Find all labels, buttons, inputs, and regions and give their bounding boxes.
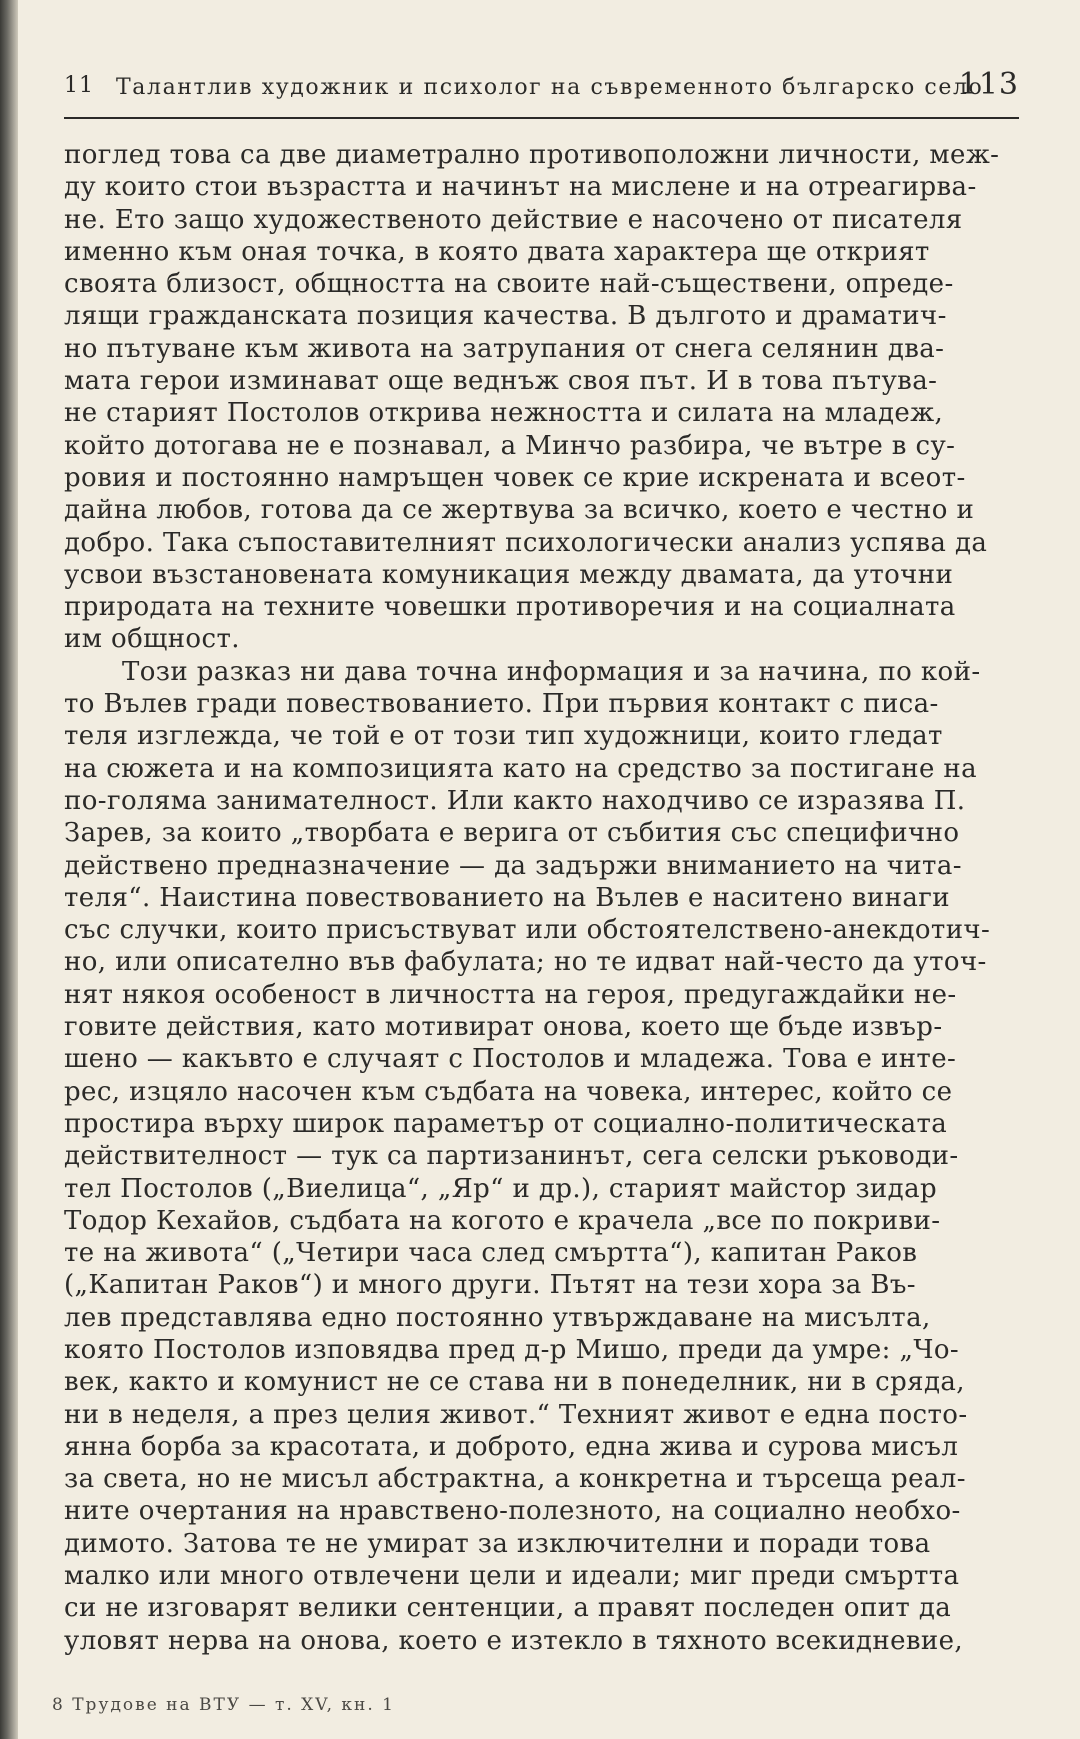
text-line: век, както и комунист не се става ни в понеделник, ни в сряда, [64, 1367, 965, 1398]
text-line: мата герои изминават още веднъж своя път. И в това пътува- [64, 366, 938, 397]
running-head-title: Талантлив художник и психолог на съвременното българско село [116, 75, 984, 100]
text-line: на сюжета и на композицията като на средство за постигане на [64, 753, 978, 784]
text-line: дайна любов, готова да се жертвува за всичко, което е честно и [64, 495, 975, 526]
text-line: не. Ето защо художественото действие е насочено от писателя [64, 204, 963, 235]
text-line: тел Постолов („Виелица“, „Яр“ и др.), старият майстор зидар [64, 1173, 938, 1204]
text-line: лящи гражданската позиция качества. В дългото и драматич- [64, 301, 947, 332]
running-head [64, 65, 1019, 119]
text-line: който дотогава не е познавал, а Минчо разбира, че вътре в су- [64, 430, 956, 461]
text-line: ни в неделя, а през целия живот.“ Техният живот е една посто- [64, 1399, 968, 1430]
text-line: своята близост, общността на своите най-съществени, опреде- [64, 269, 954, 300]
text-line: действено предназначение — да задържи вниманието на чита- [64, 850, 962, 881]
text-line: поглед това са две диаметрално противоположни личности, меж- [64, 140, 1000, 170]
text-line: със случки, които присъствуват или обстоятелствено-анекдотич- [64, 915, 991, 946]
text-line: Тодор Кехайов, съдбата на когото е крачела „все по покриви- [64, 1205, 941, 1236]
book-binding-shadow [0, 0, 18, 1739]
text-line: добро. Така съпоставителният психологически анализ успява да [64, 527, 988, 558]
text-line: действителност — тук са партизанинът, сега селски ръководи- [64, 1141, 959, 1172]
text-line: Зарев, за които „творбата е верига от събития със специфично [64, 818, 960, 849]
text-line: природата на техните човешки противоречия и на социалната [64, 592, 956, 623]
text-line: уловят нерва на онова, което е изтекло в тяхното всекидневие, [64, 1625, 964, 1656]
text-line: усвои възстановената комуникация между двамата, да уточни [64, 559, 954, 590]
text-line: димото. Затова те не умират за изключителни и поради това [64, 1528, 931, 1559]
chapter-number: 11 [64, 73, 94, 98]
paragraph-first-line: Този разказ ни дава точна информация и за начина, по кой- [122, 656, 981, 687]
text-line: не старият Постолов открива нежността и силата на младеж, [64, 398, 944, 429]
text-line: шено — какъвто е случаят с Постолов и младежа. Това е инте- [64, 1044, 957, 1075]
text-line: но, или описателно във фабулата; но те идват най-често да уточ- [64, 947, 987, 978]
text-line: теля“. Наистина повествованието на Вълев е наситено винаги [64, 882, 950, 913]
text-line: говите действия, като мотивират онова, което ще бъде извър- [64, 1012, 943, 1043]
text-line: за света, но не мисъл абстрактна, а конкретна и търсеща реал- [64, 1464, 966, 1495]
text-line: малко или много отвлечени цели и идеали; миг преди смъртта [64, 1561, 960, 1592]
text-line: по-голяма занимателност. Или както находчиво се изразява П. [64, 785, 966, 816]
text-line: янна борба за красотата, и доброто, една жива и сурова мисъл [64, 1431, 959, 1462]
text-line: рес, изцяло насочен към съдбата на човека, интерес, който се [64, 1076, 953, 1107]
text-line: лев представлява едно постоянно утвърждаване на мисълта, [64, 1302, 931, 1333]
text-line: теля изглежда, че той е от този тип художници, които гледат [64, 721, 943, 752]
text-line: именно към оная точка, в която двата характера ще открият [64, 236, 930, 267]
page-number: 113 [958, 67, 1019, 102]
text-line: ровия и постоянно намръщен човек се крие искрената и всеот- [64, 462, 966, 493]
signature-footer: 8 Трудове на ВТУ — т. XV, кн. 1 [52, 1695, 395, 1715]
body-text [64, 139, 1019, 1657]
text-line: ните очертания на нравствено-полезното, на социално необхо- [64, 1496, 961, 1527]
text-line: нят някоя особеност в личността на героя, предугаждайки не- [64, 979, 957, 1010]
book-page [52, 55, 1022, 1735]
text-line: която Постолов изповядва пред д-р Мишо, преди да умре: „Чо- [64, 1334, 960, 1365]
text-line: ду които стои възрастта и начинът на мислене и на отреагирва- [64, 172, 977, 203]
text-line: („Капитан Раков“) и много други. Пътят на тези хора за Въ- [64, 1270, 916, 1301]
text-line: то Вълев гради повествованието. При първия контакт с писа- [64, 689, 939, 720]
text-line: простира върху широк параметър от социално-политическата [64, 1108, 948, 1139]
text-line: си не изговарят велики сентенции, а правят последен опит да [64, 1593, 952, 1624]
text-line: им общност. [64, 624, 240, 655]
text-line: но пътуване към живота на затрупания от снега селянин два- [64, 333, 945, 364]
text-line: те на живота“ („Четири часа след смъртта“), капитан Раков [64, 1238, 918, 1269]
